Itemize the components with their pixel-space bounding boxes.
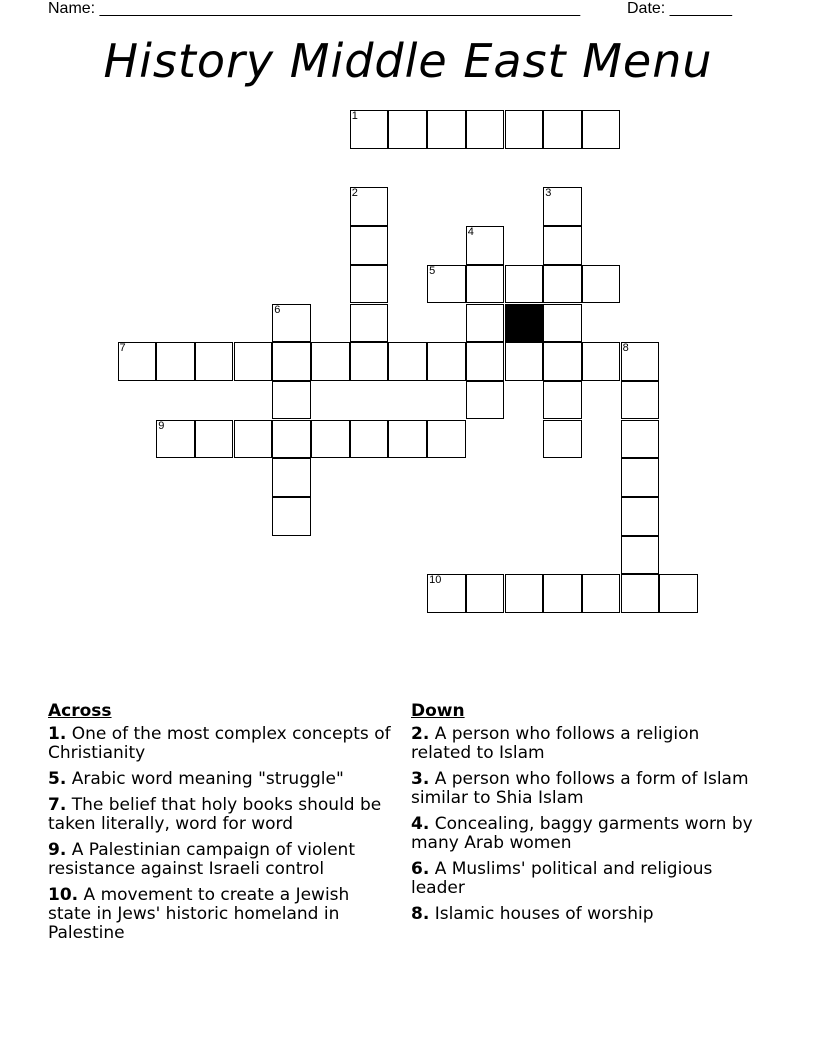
grid-cell[interactable] <box>505 342 544 381</box>
grid-cell[interactable] <box>543 265 582 304</box>
grid-cell[interactable] <box>388 110 427 149</box>
grid-cell[interactable] <box>234 342 273 381</box>
grid-cell[interactable] <box>427 342 466 381</box>
grid-cell[interactable] <box>543 420 582 459</box>
grid-cell[interactable] <box>543 187 582 226</box>
clue-number: 10. <box>48 885 79 905</box>
down-clue <box>411 860 756 898</box>
grid-cell[interactable] <box>350 187 389 226</box>
clue-number: 1. <box>48 724 67 744</box>
down-clues <box>411 702 756 931</box>
grid-cell[interactable] <box>582 342 621 381</box>
grid-cell[interactable] <box>543 342 582 381</box>
grid-cell[interactable] <box>466 342 505 381</box>
clue-text: One of the most complex concepts of Christianity <box>48 724 391 763</box>
grid-cell[interactable] <box>505 265 544 304</box>
grid-cell[interactable] <box>156 342 195 381</box>
clue-text: A person who follows a form of Islam similar to Shia Islam <box>411 769 749 808</box>
cell-number: 6 <box>274 303 281 316</box>
clue-text: A movement to create a Jewish state in Jews' historic homeland in Palestine <box>48 885 350 943</box>
grid-cell[interactable] <box>466 265 505 304</box>
cell-number: 8 <box>622 342 629 355</box>
grid-cell[interactable] <box>272 304 311 343</box>
grid-cell[interactable] <box>118 342 157 381</box>
down-clue <box>411 770 756 808</box>
grid-cell[interactable] <box>505 110 544 149</box>
date-field-label: Date: _______ <box>627 0 732 17</box>
grid-cell[interactable] <box>156 420 195 459</box>
across-clue <box>48 770 393 789</box>
across-clue <box>48 886 393 943</box>
grid-cell[interactable] <box>659 574 698 613</box>
clue-text: A Palestinian campaign of violent resistance against Israeli control <box>48 840 355 879</box>
clue-number: 9. <box>48 840 67 860</box>
grid-cell[interactable] <box>466 226 505 265</box>
clue-text: Arabic word meaning "struggle" <box>71 769 344 789</box>
down-heading: Down <box>411 701 465 721</box>
grid-cell[interactable] <box>543 304 582 343</box>
grid-cell[interactable] <box>427 420 466 459</box>
grid-cell[interactable] <box>195 420 234 459</box>
cell-number: 2 <box>351 187 358 200</box>
cell-number: 3 <box>545 187 552 200</box>
clue-number: 2. <box>411 724 430 744</box>
clue-number: 7. <box>48 795 67 815</box>
clue-text: A Muslims' political and religious leader <box>411 859 713 898</box>
cell-number: 10 <box>429 574 442 587</box>
grid-cell[interactable] <box>272 420 311 459</box>
grid-cell[interactable] <box>621 381 660 420</box>
grid-cell[interactable] <box>621 536 660 575</box>
grid-cell[interactable] <box>543 226 582 265</box>
grid-cell[interactable] <box>543 381 582 420</box>
grid-cell[interactable] <box>621 420 660 459</box>
name-field-label: Name: ______________________________________________________ <box>48 0 581 17</box>
clue-text: A person who follows a religion related to Islam <box>411 724 700 763</box>
grid-cell[interactable] <box>350 420 389 459</box>
across-heading: Across <box>48 701 112 721</box>
grid-cell[interactable] <box>466 574 505 613</box>
clue-number: 3. <box>411 769 430 789</box>
grid-cell[interactable] <box>505 574 544 613</box>
cell-number: 1 <box>351 110 358 122</box>
grid-cell[interactable] <box>427 574 466 613</box>
grid-cell[interactable] <box>350 226 389 265</box>
grid-cell[interactable] <box>350 265 389 304</box>
grid-cell[interactable] <box>466 110 505 149</box>
grid-cell[interactable] <box>350 342 389 381</box>
clue-text: Concealing, baggy garments worn by many Arab women <box>411 814 753 853</box>
clue-number: 8. <box>411 904 430 924</box>
down-clue <box>411 815 756 853</box>
grid-cell[interactable] <box>427 110 466 149</box>
cell-number: 5 <box>429 264 436 277</box>
cell-number: 4 <box>467 226 474 239</box>
clue-number: 6. <box>411 859 430 879</box>
grid-cell[interactable] <box>350 110 389 149</box>
across-clue <box>48 725 393 763</box>
grid-cell[interactable] <box>582 110 621 149</box>
across-clue <box>48 841 393 879</box>
cell-number: 9 <box>158 419 165 432</box>
cell-number: 7 <box>119 342 126 355</box>
grid-cell[interactable] <box>388 420 427 459</box>
grid-cell[interactable] <box>272 381 311 420</box>
grid-cell[interactable] <box>311 420 350 459</box>
grid-cell[interactable] <box>272 458 311 497</box>
grid-cell[interactable] <box>621 574 660 613</box>
grid-cell[interactable] <box>388 342 427 381</box>
grid-cell[interactable] <box>621 497 660 536</box>
grid-cell[interactable] <box>234 420 273 459</box>
across-clue <box>48 796 393 834</box>
black-square <box>505 304 544 343</box>
down-clue <box>411 725 756 763</box>
grid-cell[interactable] <box>543 110 582 149</box>
grid-cell[interactable] <box>466 304 505 343</box>
grid-cell[interactable] <box>427 265 466 304</box>
clue-text: Islamic houses of worship <box>434 904 654 924</box>
grid-cell[interactable] <box>272 497 311 536</box>
grid-cell[interactable] <box>621 458 660 497</box>
grid-cell[interactable] <box>311 342 350 381</box>
grid-cell[interactable] <box>582 574 621 613</box>
clue-text: The belief that holy books should be taken literally, word for word <box>48 795 382 834</box>
page-title: History Middle East Menu <box>103 34 713 88</box>
grid-cell[interactable] <box>195 342 234 381</box>
clue-number: 5. <box>48 769 67 789</box>
across-clues <box>48 702 393 950</box>
grid-cell[interactable] <box>466 381 505 420</box>
grid-cell[interactable] <box>350 304 389 343</box>
grid-cell[interactable] <box>272 342 311 381</box>
grid-cell[interactable] <box>582 265 621 304</box>
grid-cell[interactable] <box>543 574 582 613</box>
clue-number: 4. <box>411 814 430 834</box>
down-clue <box>411 905 756 924</box>
grid-cell[interactable] <box>621 342 660 381</box>
